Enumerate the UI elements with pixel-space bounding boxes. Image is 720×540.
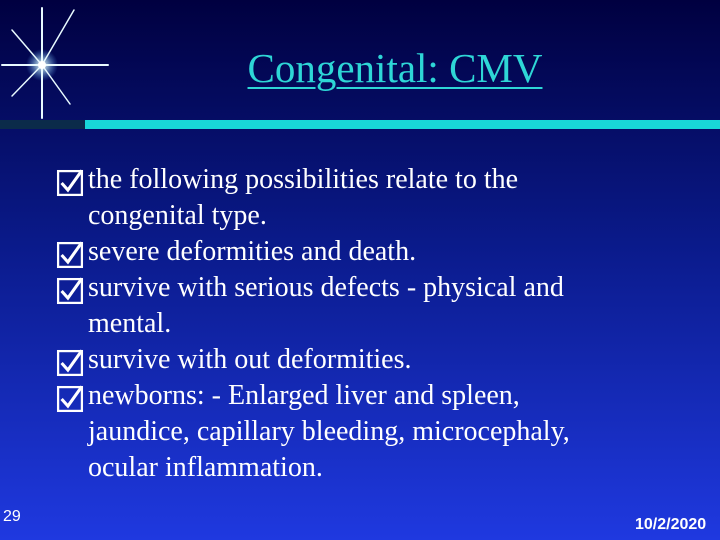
bullet-text (88, 162, 696, 234)
bullet-item (56, 378, 696, 486)
slide-number: 29 (3, 508, 21, 525)
checkbox-checked-icon (56, 169, 84, 197)
bullet-item (56, 342, 696, 378)
bullet-text (88, 270, 696, 342)
bullet-line: jaundice, capillary bleeding, microcephaly, (88, 416, 570, 447)
bullet-text (88, 378, 696, 486)
checkbox-checked-icon (56, 277, 84, 305)
bullet-line: mental. (88, 308, 172, 339)
bullet-line: ocular inflammation. (88, 452, 323, 483)
star-burst-icon (0, 0, 130, 130)
bullet-item (56, 270, 696, 342)
bullet-line: severe deformities and death. (88, 236, 417, 267)
checkbox-checked-icon (56, 385, 84, 413)
bullet-line: congenital type. (88, 200, 267, 231)
title-rule (85, 120, 720, 129)
bullet-list (56, 162, 696, 486)
bullet-line: the following possibilities relate to the (88, 164, 519, 195)
bullet-line: newborns: - Enlarged liver and spleen, (88, 380, 520, 411)
checkbox-checked-icon (56, 349, 84, 377)
bullet-line: survive with serious defects - physical and (88, 272, 564, 303)
bullet-text (88, 234, 696, 270)
bullet-item (56, 234, 696, 270)
slide-title: Congenital: CMV (247, 45, 543, 91)
bullet-item (56, 162, 696, 234)
bullet-text (88, 342, 696, 378)
bullet-line: survive with out deformities. (88, 344, 412, 375)
checkbox-checked-icon (56, 241, 84, 269)
slide-date: 10/2/2020 (635, 516, 707, 533)
